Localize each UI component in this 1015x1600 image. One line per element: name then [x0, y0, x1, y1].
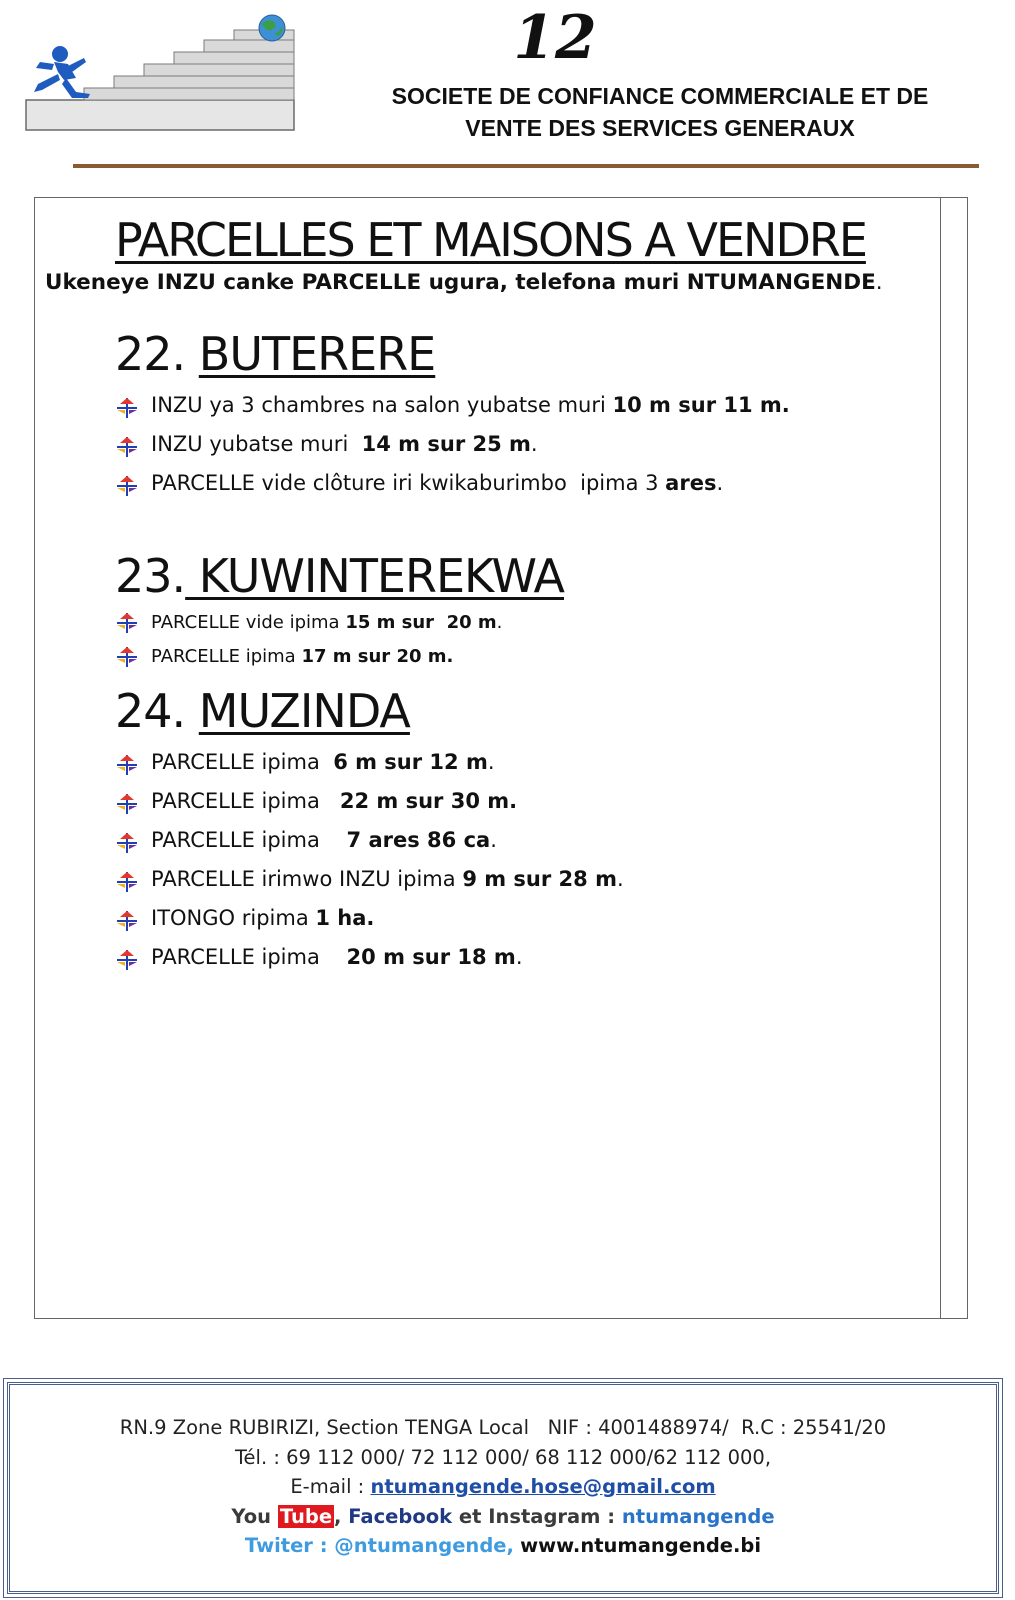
- twitter-handle[interactable]: Twiter : @ntumangende,: [244, 1534, 514, 1557]
- bullet-arrow-icon: [115, 751, 139, 775]
- listing-list: [115, 386, 935, 503]
- company-name-line1: SOCIETE DE CONFIANCE COMMERCIALE ET DE: [391, 83, 929, 109]
- list-item: PARCELLE ipima 22 m sur 30 m.: [115, 782, 935, 821]
- bullet-arrow-icon: [115, 790, 139, 814]
- listing-list: [115, 606, 935, 674]
- social-handle[interactable]: ntumangende: [621, 1504, 775, 1528]
- bullet-arrow-icon: [115, 829, 139, 853]
- listing-list: [115, 743, 935, 977]
- bullet-arrow-icon: [115, 472, 139, 496]
- bullet-arrow-icon: [115, 645, 139, 669]
- bullet-arrow-icon: [115, 946, 139, 970]
- box-margin-line: [940, 198, 941, 1318]
- list-item: PARCELLE ipima 17 m sur 20 m.: [115, 640, 935, 674]
- footer-web-line: [10, 1531, 996, 1561]
- footer-address: RN.9 Zone RUBIRIZI, Section TENGA Local NIF : 4001488974/ R.C : 25541/20: [119, 1416, 887, 1439]
- list-item: PARCELLE ipima 7 ares 86 ca.: [115, 821, 935, 860]
- list-item: INZU yubatse muri 14 m sur 25 m.: [115, 425, 935, 464]
- bullet-arrow-icon: [115, 433, 139, 457]
- list-item: ITONGO ripima 1 ha.: [115, 899, 935, 938]
- listing-title: PARCELLES ET MAISONS A VENDRE: [115, 213, 866, 267]
- website-link[interactable]: www.ntumangende.bi: [520, 1534, 762, 1557]
- email-label: E-mail :: [290, 1475, 371, 1498]
- list-item: PARCELLE ipima 20 m sur 18 m.: [115, 938, 935, 977]
- page-number: 12: [513, 3, 597, 73]
- section-heading: [115, 548, 935, 604]
- list-item: PARCELLE vide clôture iri kwikaburimbo ipima 3 ares.: [115, 464, 935, 503]
- section-number: 22.: [115, 327, 186, 381]
- section-number: 23.: [115, 549, 186, 603]
- youtube-you[interactable]: You: [231, 1504, 278, 1528]
- section-muzinda: [115, 683, 935, 977]
- section-name: MUZINDA: [198, 684, 410, 738]
- section-heading: [115, 326, 935, 382]
- section-name: KUWINTEREKWA: [185, 549, 564, 603]
- facebook-link[interactable]: Facebook: [348, 1504, 453, 1528]
- bullet-arrow-icon: [115, 394, 139, 418]
- section-name: BUTERERE: [198, 327, 436, 381]
- bullet-arrow-icon: [115, 907, 139, 931]
- list-item: PARCELLE ipima 6 m sur 12 m.: [115, 743, 935, 782]
- list-item: INZU ya 3 chambres na salon yubatse muri 10 m sur 11 m.: [115, 386, 935, 425]
- bullet-arrow-icon: [115, 611, 139, 635]
- section-kuwinterekwa: [115, 548, 935, 674]
- listing-subtitle: Ukeneye INZU canke PARCELLE ugura, telefona muri NTUMANGENDE.: [45, 270, 883, 295]
- bullet-arrow-icon: [115, 868, 139, 892]
- social-join: et Instagram :: [452, 1504, 622, 1528]
- section-buterere: [115, 326, 935, 503]
- section-heading: [115, 683, 935, 739]
- company-name-line2: VENTE DES SERVICES GENERAUX: [465, 115, 855, 141]
- footer-email-line: [10, 1472, 996, 1502]
- list-item: PARCELLE irimwo INZU ipima 9 m sur 28 m.: [115, 860, 935, 899]
- company-name: [350, 80, 970, 144]
- youtube-tube[interactable]: Tube: [279, 1504, 333, 1528]
- footer-social-line: You Tube , Facebook et Instagram : ntumangende: [231, 1504, 775, 1528]
- listing-box: [34, 197, 968, 1319]
- footer-phones: Tél. : 69 112 000/ 72 112 000/ 68 112 000/62 112 000,: [234, 1445, 772, 1469]
- footer-text: [10, 1413, 996, 1561]
- header-divider: [73, 164, 979, 168]
- email-link[interactable]: ntumangende.hose@gmail.com: [370, 1475, 716, 1498]
- staircase-runner-logo-icon: [24, 14, 306, 134]
- contact-footer: [7, 1382, 999, 1594]
- company-logo: [24, 14, 306, 134]
- section-number: 24.: [115, 684, 186, 738]
- list-item: PARCELLE vide ipima 15 m sur 20 m.: [115, 606, 935, 640]
